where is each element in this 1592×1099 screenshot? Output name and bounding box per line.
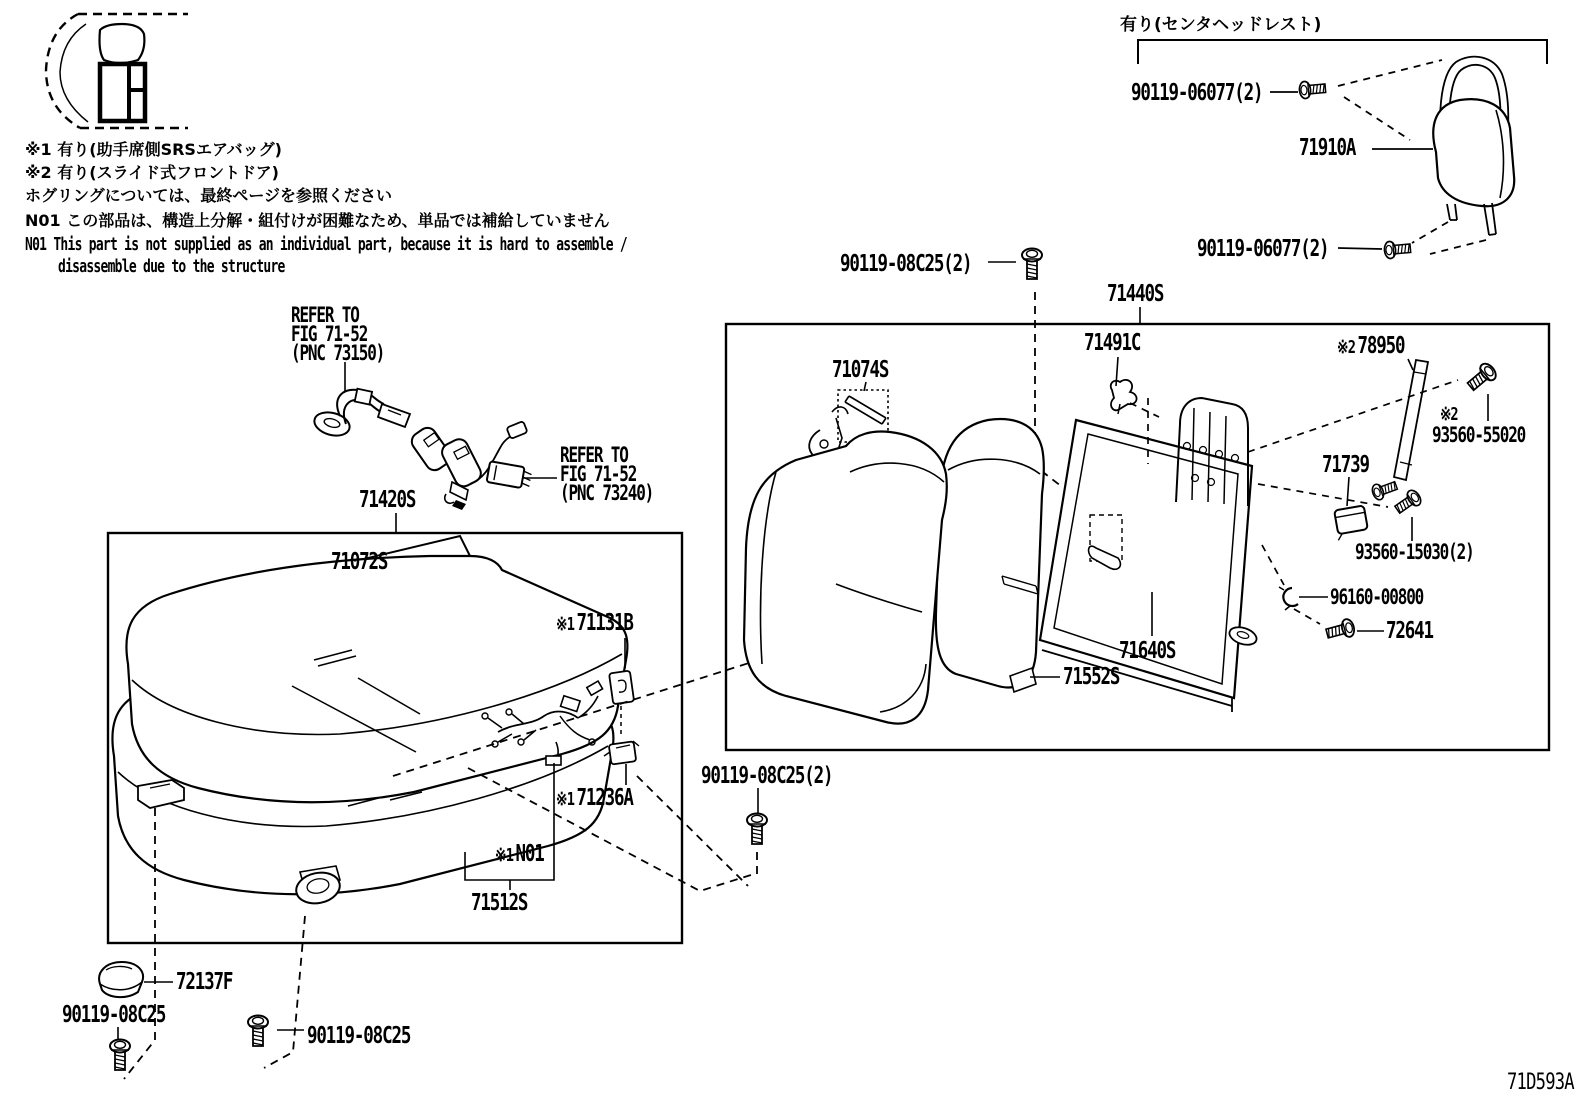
header-center-headrest: 有り(センタヘッドレスト) xyxy=(1120,15,1322,35)
seatback-assembly-box xyxy=(726,249,1549,751)
label-90119-08c25-right: 90119-08C25 xyxy=(307,1023,411,1049)
seatback-front-drawing xyxy=(744,419,1044,724)
refer-anchor-line2: FIG 71-52 xyxy=(291,322,368,346)
note-n01-english: N01 This part is not supplied as an individual part, because it is hard to assemble / xyxy=(25,234,628,255)
label-71739: 71739 xyxy=(1322,452,1369,478)
headrest-drawing xyxy=(1433,57,1514,235)
label-90119-08c25-top: 90119-08C25(2) xyxy=(840,251,972,277)
track-cap-72137f xyxy=(99,962,143,997)
refer-buckle-line2: FIG 71-52 xyxy=(560,462,637,486)
note-srs-airbag: ※1 有り(助手席側SRSエアバッグ) xyxy=(25,140,282,159)
label-90119-08c25-bottom: 90119-08C25(2) xyxy=(701,763,833,789)
label-93560-55020-prefix: ※2 xyxy=(1440,404,1458,425)
label-71074s: 71074S xyxy=(832,357,889,383)
refer-buckle-line1: REFER TO xyxy=(560,443,628,467)
label-71131b-prefix: ※1 xyxy=(556,614,575,635)
label-71420s: 71420S xyxy=(359,487,416,513)
highlighted-seat-icon xyxy=(100,64,145,121)
label-71552s: 71552S xyxy=(1063,664,1120,690)
label-71236a: ※171236A xyxy=(556,785,633,811)
seat-belt-parts xyxy=(312,362,557,510)
clip-71131b-drawing xyxy=(609,671,634,705)
label-78950: ※278950 xyxy=(1337,333,1405,359)
label-78950-prefix: ※2 xyxy=(1337,337,1356,358)
refer-anchor-line3: (PNC 73150) xyxy=(291,341,385,365)
label-n01: ※1N01 xyxy=(495,841,544,867)
note-slide-door: ※2 有り(スライド式フロントドア) xyxy=(25,163,279,182)
label-93560-15030: 93560-15030(2) xyxy=(1355,540,1474,564)
belt-buckle-drawing xyxy=(408,421,532,510)
e-ring-clip-96160 xyxy=(1279,587,1298,610)
cushion-assembly-box xyxy=(108,513,682,943)
label-71236a-prefix: ※1 xyxy=(556,789,575,810)
label-96160-00800: 96160-00800 xyxy=(1330,585,1424,609)
note-n01-japanese: N01 この部品は、構造上分解・組付けが困難なため、単品では補給していません xyxy=(25,211,610,230)
label-71440s: 71440S xyxy=(1107,281,1164,307)
refer-buckle-line3: (PNC 73240) xyxy=(560,481,654,505)
label-90119-06077-bottom: 90119-06077(2) xyxy=(1197,236,1329,262)
label-71640s: 71640S xyxy=(1119,638,1176,664)
label-n01-prefix: ※1 xyxy=(495,845,514,866)
label-71512s: 71512S xyxy=(471,890,528,916)
label-71072s: 71072S xyxy=(331,549,388,575)
cap-nut-71739 xyxy=(1333,505,1369,540)
label-71491c: 71491C xyxy=(1084,330,1141,356)
label-71131b: ※171131B xyxy=(556,610,633,636)
vehicle-thumbnail xyxy=(46,14,188,128)
label-71910a: 71910A xyxy=(1299,135,1356,161)
label-90119-08c25-left: 90119-08C25 xyxy=(62,1002,166,1028)
label-90119-06077-top: 90119-06077(2) xyxy=(1131,80,1263,106)
label-93560-55020: 93560-55020 xyxy=(1432,423,1526,447)
belt-anchor-drawing xyxy=(312,389,410,440)
figure-code: 71D593A xyxy=(1507,1070,1574,1095)
label-72641: 72641 xyxy=(1386,618,1433,644)
refer-anchor-line1: REFER TO xyxy=(291,303,359,327)
hanger-hook-71491c xyxy=(1111,380,1137,414)
note-n01-english-2: disassemble due to the structure xyxy=(58,256,285,277)
belt-guide-strap-78950 xyxy=(1370,360,1428,501)
label-72137f: 72137F xyxy=(176,969,233,995)
note-hog-ring: ホグリングについては、最終ページを参照ください xyxy=(25,186,393,205)
